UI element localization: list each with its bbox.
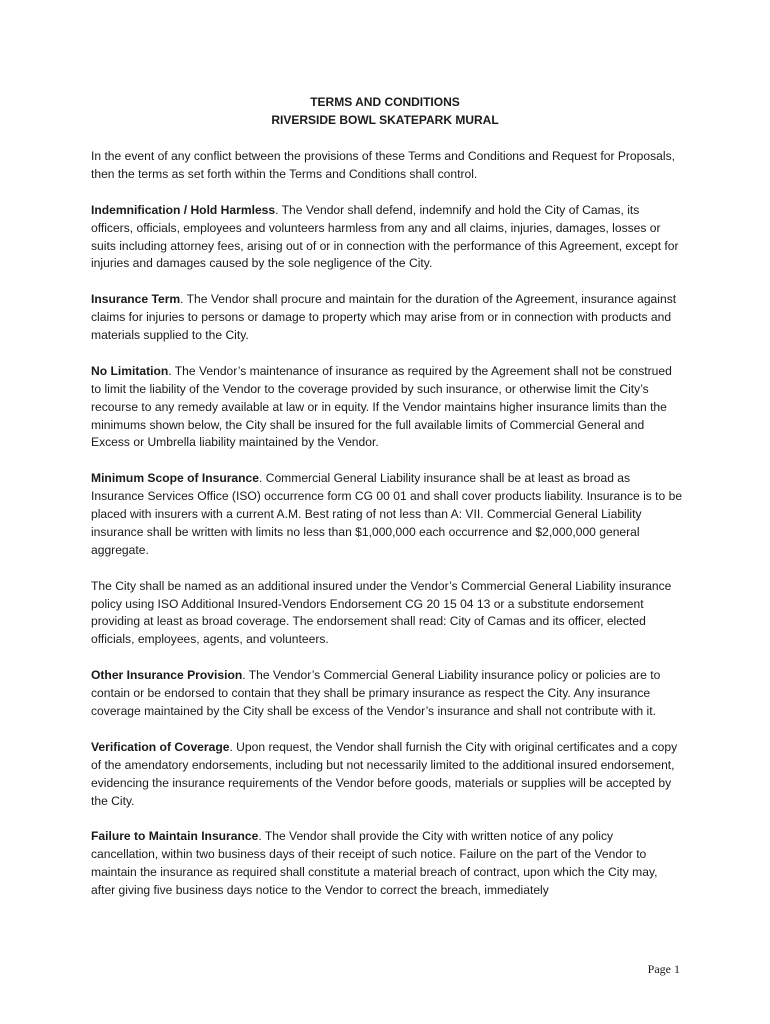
paragraph-additional-insured: [91, 578, 683, 650]
paragraph-conflict: [91, 148, 683, 184]
paragraph-failure-to-maintain: [91, 828, 683, 900]
paragraph-text: The City shall be named as an additional insured under the Vendor’s Commercial General Liability insurance policy using ISO Additional Insured-Vendors Endorsement CG 20 15 04 13 or a substitute endorsement providing at least as broad coverage. The endorsement shall read: City of Camas and its officer, elected officials, employees, agents, and volunteers.: [91, 578, 672, 647]
paragraph-text: . Upon request, the Vendor shall furnish the City with original certificates and a copy of the amendatory endorsements, including but not necessarily limited to the additional insured endorsement, evidencing the insurance requirements of the Vendor before goods, materials or supplies will be accepted by the City.: [91, 739, 678, 808]
paragraph-text: . The Vendor shall procure and maintain for the duration of the Agreement, insurance against claims for injuries to persons or damage to property which may arise from or in connection with products and materials supplied to the City.: [91, 292, 677, 343]
paragraph-insurance-term: [91, 291, 683, 345]
document-subtitle: RIVERSIDE BOWL SKATEPARK MURAL: [271, 112, 499, 127]
paragraph-heading: Other Insurance Provision: [91, 668, 243, 683]
paragraph-text: . The Vendor’s Commercial General Liability insurance policy or policies are to contain or be endorsed to contain that they shall be primary insurance as respect the City. Any insurance coverage maintained by the City shall be excess of the Vendor’s insurance and shall not contribute with it.: [91, 668, 661, 718]
paragraph-heading: No Limitation: [91, 363, 169, 378]
paragraph-verification: [91, 739, 683, 811]
paragraph-heading: Failure to Maintain Insurance: [91, 829, 259, 844]
paragraph-text: . Commercial General Liability insurance shall be at least as broad as Insurance Services Office (ISO) occurrence form CG 00 01 and shall cover products liability. Insurance is to be placed with insurers with a current A.M. Best rating of not less than A: VII. Commercial General Liability insurance shall be written with limits no less than $1,000,000 each occurrence and $2,000,000 general aggregate.: [91, 471, 683, 557]
paragraph-text: . The Vendor shall defend, indemnify and hold the City of Camas, its officers, officials, employees and volunteers harmless from any and all claims, injuries, damages, losses or suits including attorney fees, arising out of or in connection with the performance of this Agreement, except for injuries and damages caused by the sole negligence of the City.: [91, 202, 679, 271]
document-body: [91, 148, 683, 918]
paragraph-other-insurance: [91, 667, 683, 721]
paragraph-indemnification: [91, 202, 683, 274]
paragraph-heading: Indemnification / Hold Harmless: [91, 202, 276, 217]
paragraph-heading: Minimum Scope of Insurance: [91, 471, 259, 486]
paragraph-heading: Insurance Term: [91, 292, 181, 307]
page-number: Page 1: [647, 962, 680, 976]
paragraph-text: . The Vendor shall provide the City with written notice of any policy cancellation, within two business days of their receipt of such notice. Failure on the part of the Vendor to maintain the insurance as required shall constitute a material breach of contract, upon which the City may, after giving five business days notice to the Vendor to correct the breach, immediately: [91, 829, 658, 898]
paragraph-heading: Verification of Coverage: [91, 739, 230, 754]
paragraph-minimum-scope: [91, 470, 683, 560]
document-header: [0, 94, 770, 129]
paragraph-text: In the event of any conflict between the provisions of these Terms and Conditions and Request for Proposals, then the terms as set forth within the Terms and Conditions shall control.: [91, 149, 675, 181]
document-title: TERMS AND CONDITIONS: [310, 95, 460, 109]
paragraph-no-limitation: [91, 363, 683, 453]
paragraph-text: . The Vendor’s maintenance of insurance as required by the Agreement shall not be construed to limit the liability of the Vendor to the coverage provided by such insurance, or otherwise limit the City’s recourse to any remedy available at law or in equity. If the Vendor maintains higher insurance limits than the minimums shown below, the City shall be insured for the full available limits of Commercial General and Excess or Umbrella liability maintained by the Vendor.: [91, 363, 672, 450]
